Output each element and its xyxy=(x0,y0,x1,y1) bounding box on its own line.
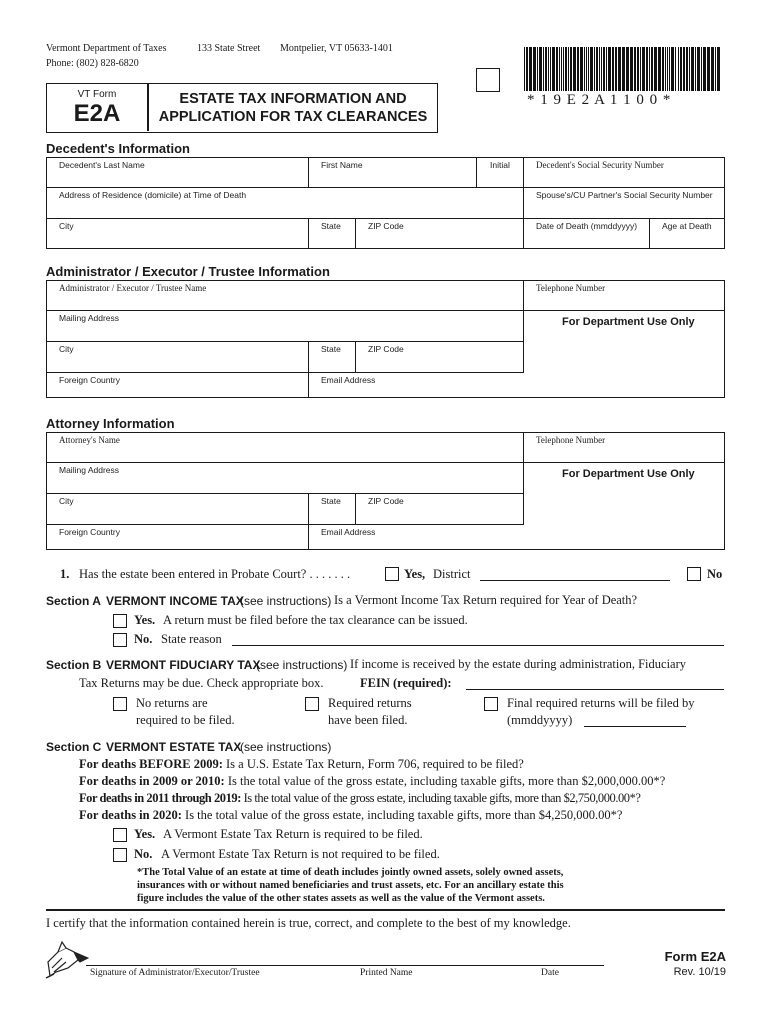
section-c-footnote xyxy=(137,866,564,905)
attorney-phone-field[interactable] xyxy=(524,433,724,463)
decedent-initial-field[interactable] xyxy=(477,158,524,188)
q1-yes-label: Yes, xyxy=(404,567,426,581)
section-c-yes-checkbox[interactable] xyxy=(113,828,127,842)
section-c-note: (see instructions) xyxy=(240,740,332,754)
admin-phone-field[interactable] xyxy=(524,281,724,311)
admin-phone-label: Telephone Number xyxy=(536,283,606,293)
section-b-label: Section B xyxy=(46,658,102,672)
section-c-line4: For deaths in 2020: Is the total value of the gross estate, including taxable gifts, more than $4,250,000.00*? xyxy=(79,808,623,822)
section-b-fein-input[interactable] xyxy=(466,689,724,690)
admin-email-label: Email Address xyxy=(321,375,376,385)
signature-label: Signature of Administrator/Executor/Trustee xyxy=(90,968,260,978)
section-b-opt1-line1: No returns are xyxy=(136,696,208,710)
administrator-section xyxy=(46,280,725,398)
attorney-state-field[interactable] xyxy=(309,494,356,525)
agency-city: Montpelier, VT 05633-1401 xyxy=(280,43,393,54)
section-c-line1: For deaths BEFORE 2009: Is a U.S. Estate Tax Return, Form 706, required to be filed? xyxy=(79,757,524,771)
section-b-opt1-line2: required to be filed. xyxy=(136,713,235,727)
section-b-title: VERMONT FIDUCIARY TAX xyxy=(106,658,261,672)
ssn-label: Decedent's Social Security Number xyxy=(536,160,664,170)
attorney-email-label: Email Address xyxy=(321,527,376,537)
amended-checkbox[interactable] xyxy=(476,68,500,92)
dod-label: Date of Death (mmddyyyy) xyxy=(536,221,638,231)
attorney-state-label: State xyxy=(321,496,341,506)
attorney-mailing-field[interactable] xyxy=(47,463,524,494)
footnote-line2: insurances with or without named beneficiaries and trust assets, etc. For an ancillary estate this xyxy=(137,880,564,891)
admin-dept-use-label: For Department Use Only xyxy=(562,316,695,328)
attorney-dept-use-label: For Department Use Only xyxy=(562,468,695,480)
section-b-opt2-line1: Required returns xyxy=(328,696,412,710)
section-a-no-text: State reason xyxy=(161,632,222,646)
barcode xyxy=(522,47,724,91)
admin-zip-label: ZIP Code xyxy=(368,344,404,354)
first-name-label: First Name xyxy=(321,160,363,170)
age-label: Age at Death xyxy=(662,221,712,231)
decedent-address-field[interactable] xyxy=(47,188,524,219)
admin-country-field[interactable] xyxy=(47,373,309,397)
admin-email-field[interactable] xyxy=(309,373,724,397)
section-b-question2: Tax Returns may be due. Check appropriate box. xyxy=(79,676,324,690)
admin-name-field[interactable] xyxy=(47,281,524,311)
decedent-heading: Decedent's Information xyxy=(46,141,190,156)
attorney-zip-label: ZIP Code xyxy=(368,496,404,506)
section-b-no-returns-checkbox[interactable] xyxy=(113,697,127,711)
decedent-last-name-field[interactable] xyxy=(47,158,309,188)
q1-no-label: No xyxy=(707,567,723,581)
section-a-yes-checkbox[interactable] xyxy=(113,614,127,628)
spouse-ssn-field[interactable] xyxy=(524,188,724,219)
pen-icon xyxy=(44,938,94,980)
section-c-no-text: A Vermont Estate Tax Return is not required to be filed. xyxy=(161,847,440,861)
section-c-title: VERMONT ESTATE TAX xyxy=(106,740,242,754)
section-b-opt3-line2: (mmddyyyy) xyxy=(507,713,573,727)
attorney-country-label: Foreign Country xyxy=(59,527,120,537)
attorney-city-field[interactable] xyxy=(47,494,309,525)
admin-country-label: Foreign Country xyxy=(59,375,120,385)
admin-name-label: Administrator / Executor / Trustee Name xyxy=(59,283,207,293)
attorney-zip-field[interactable] xyxy=(356,494,524,525)
section-b-note: (see instructions) xyxy=(256,658,348,672)
q1-district-label: District xyxy=(433,567,471,581)
agency-street: 133 State Street xyxy=(197,43,261,54)
section-c-label: Section C xyxy=(46,740,102,754)
section-a-yes-label: Yes. xyxy=(134,613,156,627)
attorney-name-label: Attorney's Name xyxy=(59,435,120,445)
section-c-line2: For deaths in 2009 or 2010: Is the total value of the gross estate, including taxable gifts, more than $2,000,000.00*? xyxy=(79,774,666,788)
zip-label: ZIP Code xyxy=(368,221,404,231)
date-of-death-field[interactable] xyxy=(524,219,650,248)
section-b-question: If income is received by the estate during administration, Fiduciary xyxy=(350,657,687,671)
barcode-text: * 1 9 E 2 A 1 1 0 0 * xyxy=(527,92,672,108)
decedent-first-name-field[interactable] xyxy=(309,158,477,188)
admin-city-label: City xyxy=(59,344,74,354)
attorney-country-field[interactable] xyxy=(47,525,309,549)
admin-mailing-field[interactable] xyxy=(47,311,524,342)
section-b-opt2-line2: have been filed. xyxy=(328,713,408,727)
attorney-name-field[interactable] xyxy=(47,433,524,463)
section-b-filed-checkbox[interactable] xyxy=(305,697,319,711)
administrator-heading: Administrator / Executor / Trustee Information xyxy=(46,264,330,279)
q1-number: 1. xyxy=(60,567,70,581)
attorney-email-field[interactable] xyxy=(309,525,724,549)
footer-form: Form E2A xyxy=(664,949,726,964)
agency-phone: Phone: (802) 828-6820 xyxy=(46,58,139,69)
form-label: VT Form xyxy=(77,89,117,100)
section-b-final-checkbox[interactable] xyxy=(484,697,498,711)
section-a-no-label: No. xyxy=(134,632,153,646)
section-c-no-label: No. xyxy=(134,847,153,861)
attorney-heading: Attorney Information xyxy=(46,416,175,431)
form-title-line2: APPLICATION FOR TAX CLEARANCES xyxy=(158,109,428,125)
q1-text: Has the estate been entered in Probate Court? . . . . . . . xyxy=(79,567,351,581)
section-a-title: VERMONT INCOME TAX xyxy=(106,594,244,608)
attorney-mailing-label: Mailing Address xyxy=(59,465,120,475)
attorney-city-label: City xyxy=(59,496,74,506)
divider xyxy=(46,909,725,911)
form-title-line1: ESTATE TAX INFORMATION AND xyxy=(179,91,407,107)
q1-yes-checkbox[interactable] xyxy=(385,567,399,581)
q1-district-input[interactable] xyxy=(480,580,670,581)
decedent-city-field[interactable] xyxy=(47,219,309,248)
decedent-state-field[interactable] xyxy=(309,219,356,248)
decedent-zip-field[interactable] xyxy=(356,219,524,248)
section-c-no-checkbox[interactable] xyxy=(113,848,127,862)
certify-text: I certify that the information contained herein is true, correct, and complete to the best of my knowledge. xyxy=(46,916,571,930)
form-code: E2A xyxy=(73,100,121,127)
state-label: State xyxy=(321,221,341,231)
admin-city-field[interactable] xyxy=(47,342,309,373)
admin-state-label: State xyxy=(321,344,341,354)
footer-rev: Rev. 10/19 xyxy=(673,966,726,978)
decedent-section xyxy=(46,157,725,249)
city-label: City xyxy=(59,221,74,231)
section-a-reason-input[interactable] xyxy=(232,645,724,646)
admin-mailing-label: Mailing Address xyxy=(59,313,120,323)
printed-name-label: Printed Name xyxy=(360,968,413,978)
agency-name: Vermont Department of Taxes xyxy=(46,43,167,54)
section-a-label: Section A xyxy=(46,594,101,608)
form-title-box xyxy=(46,83,438,133)
section-c-yes-text: A Vermont Estate Tax Return is required to be filed. xyxy=(163,827,423,841)
attorney-phone-label: Telephone Number xyxy=(536,435,606,445)
initial-label: Initial xyxy=(490,160,510,170)
address-label: Address of Residence (domicile) at Time of Death xyxy=(59,190,247,200)
signature-line[interactable] xyxy=(86,965,604,966)
decedent-ssn-field[interactable] xyxy=(524,158,724,188)
attorney-section xyxy=(46,432,725,550)
section-a-note: (see instructions) xyxy=(240,594,332,608)
barcode-graphic xyxy=(522,47,724,91)
section-b-final-date-input[interactable] xyxy=(584,726,686,727)
spouse-ssn-label: Spouse's/CU Partner's Social Security Number xyxy=(536,190,713,200)
age-at-death-field[interactable] xyxy=(650,219,724,248)
section-a-yes-text: A return must be filed before the tax clearance can be issued. xyxy=(163,613,468,627)
admin-zip-field[interactable] xyxy=(356,342,524,373)
admin-state-field[interactable] xyxy=(309,342,356,373)
section-c-yes-label: Yes. xyxy=(134,827,156,841)
section-a-question: Is a Vermont Income Tax Return required for Year of Death? xyxy=(334,593,638,607)
footnote-line1: *The Total Value of an estate at time of death includes jointly owned assets, solely owned assets, xyxy=(137,867,564,878)
footnote-line3: figure includes the value of the other states assets as well as the value of the Vermont assets. xyxy=(137,893,545,904)
section-c-line3: For deaths in 2011 through 2019: Is the total value of the gross estate, including taxable gifts, more than $2,750,000.00*? xyxy=(79,791,641,805)
section-b-opt3-line1: Final required returns will be filed by xyxy=(507,696,695,710)
section-b-fein-label: FEIN (required): xyxy=(360,676,452,690)
section-a-no-checkbox[interactable] xyxy=(113,633,127,647)
decedent-last-name-label: Decedent's Last Name xyxy=(59,160,145,170)
q1-no-checkbox[interactable] xyxy=(687,567,701,581)
date-label: Date xyxy=(541,968,559,978)
